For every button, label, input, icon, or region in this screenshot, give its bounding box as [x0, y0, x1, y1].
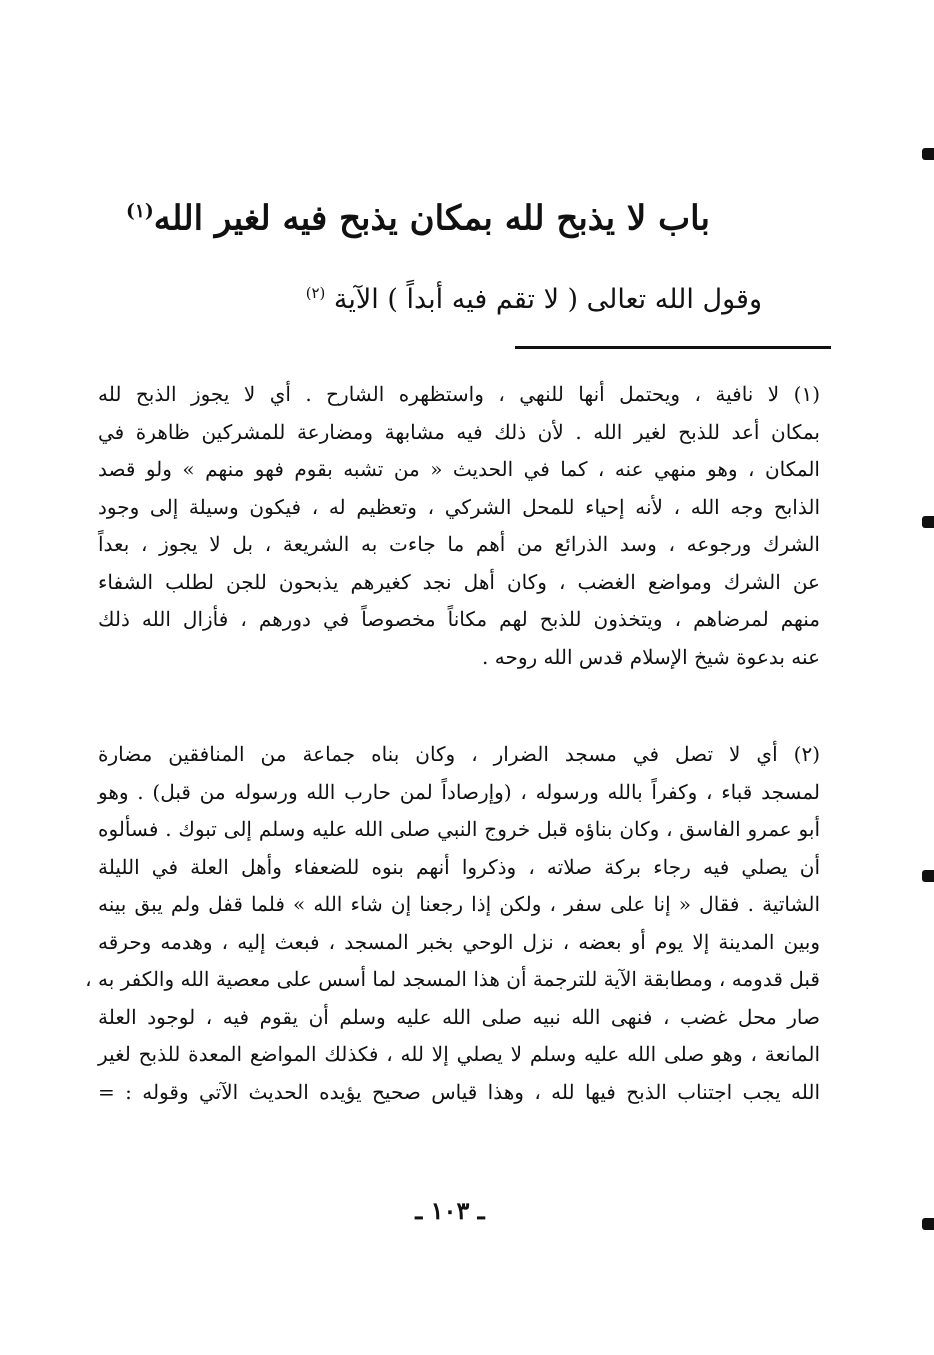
footnote-line: الله يجب اجتناب الذبح فيها لله ، وهذا قياس صحيح يؤيده الحديث الآتي وقوله : = — [98, 1079, 820, 1104]
footnote-line: المانعة ، وهو صلى الله عليه وسلم لا يصلي إلا لله ، فكذلك المواضع المعدة للذبح لغير — [98, 1042, 820, 1066]
footnote-line: الذابح وجه الله ، لأنه إحياء للمحل الشركي ، وتعظيم له ، فيكون وسيلة إلى وجود — [98, 494, 820, 519]
footnote-2 — [85, 736, 820, 1111]
verse-line — [150, 266, 762, 327]
footnote-line: قبل قدومه ، ومطابقة الآية للترجمة أن هذا المسجد لما أسس على معصية الله والكفر به ، — [85, 967, 820, 991]
footnote-ref-2: (٢) — [305, 284, 326, 302]
footnote-line: أبو عمرو الفاسق ، وكان بناؤه قبل خروج النبي صلى الله عليه وسلم إلى تبوك . فسألوه — [98, 817, 820, 841]
footnote-1 — [98, 376, 820, 676]
footnote-line: وبين المدينة إلا يوم أو بعضه ، نزل الوحي بخبر المسجد ، فبعث إليه ، وهدمه وحرقه — [98, 929, 820, 954]
footnote-line: (١) لا نافية ، ويحتمل أنها للنهي ، واستظهره الشارح . أي لا يجوز الذبح لله — [98, 382, 820, 406]
footnote-line: صار محل غضب ، فنهى الله نبيه صلى الله عليه وسلم أن يقوم فيه ، لوجود العلة — [98, 1004, 820, 1029]
chapter-title-text: باب لا يذبح لله بمكان يذبح فيه لغير الله — [153, 198, 710, 239]
margin-mark — [922, 516, 934, 528]
footnote-line: المكان ، وهو منهي عنه ، كما في الحديث « من تشبه بقوم فهو منهم » ولو قصد — [98, 457, 820, 481]
verse-line-text: وقول الله تعالى ( لا تقم فيه أبداً ) الآية — [333, 284, 762, 315]
margin-mark — [922, 148, 934, 160]
footnote-line: عنه بدعوة شيخ الإسلام قدس الله روحه . — [482, 644, 820, 669]
footnote-line: منهم لمرضاهم ، ويتخذون للذبح لهم مكاناً مخصوصاً في دورهم ، فأزال الله ذلك — [98, 607, 820, 631]
margin-mark — [922, 870, 934, 882]
footnote-line: أن يصلي فيه رجاء بركة صلاته ، وذكروا أنهم بنوه للضعفاء وأهل العلة في الليلة — [98, 854, 820, 879]
margin-mark — [922, 1218, 934, 1230]
footnote-line: لمسجد قباء ، وكفراً بالله ورسوله ، (وإرصاداً لمن حارب الله ورسوله من قبل) . وهو — [98, 779, 820, 804]
footnote-ref-1: (١) — [126, 200, 154, 222]
footnote-line: (٢) أي لا تصل في مسجد الضرار ، وكان بناه جماعة من المنافقين مضارة — [98, 742, 820, 766]
footnote-line: الشرك ورجوعه ، وسد الذرائع من أهم ما جاءت به الشريعة ، بل لا يجوز ، بعداً — [98, 532, 820, 556]
footnote-line: بمكان أعد للذبح لغير الله . لأن ذلك فيه مشابهة ومضارعة للمشركين ظاهرة في — [98, 419, 820, 444]
footnote-separator — [515, 346, 831, 349]
page-number: ـ ١٠٣ ـ — [415, 1196, 485, 1225]
chapter-title — [126, 182, 710, 247]
footnote-line: عن الشرك ومواضع الغضب ، وكان أهل نجد كغيرهم يذبحون للجن لطلب الشفاء — [98, 569, 820, 594]
footnote-line: الشاتية . فقال « إنا على سفر ، ولكن إذا رجعنا إن شاء الله » فلما قفل ولم يبق بينه — [98, 892, 820, 916]
